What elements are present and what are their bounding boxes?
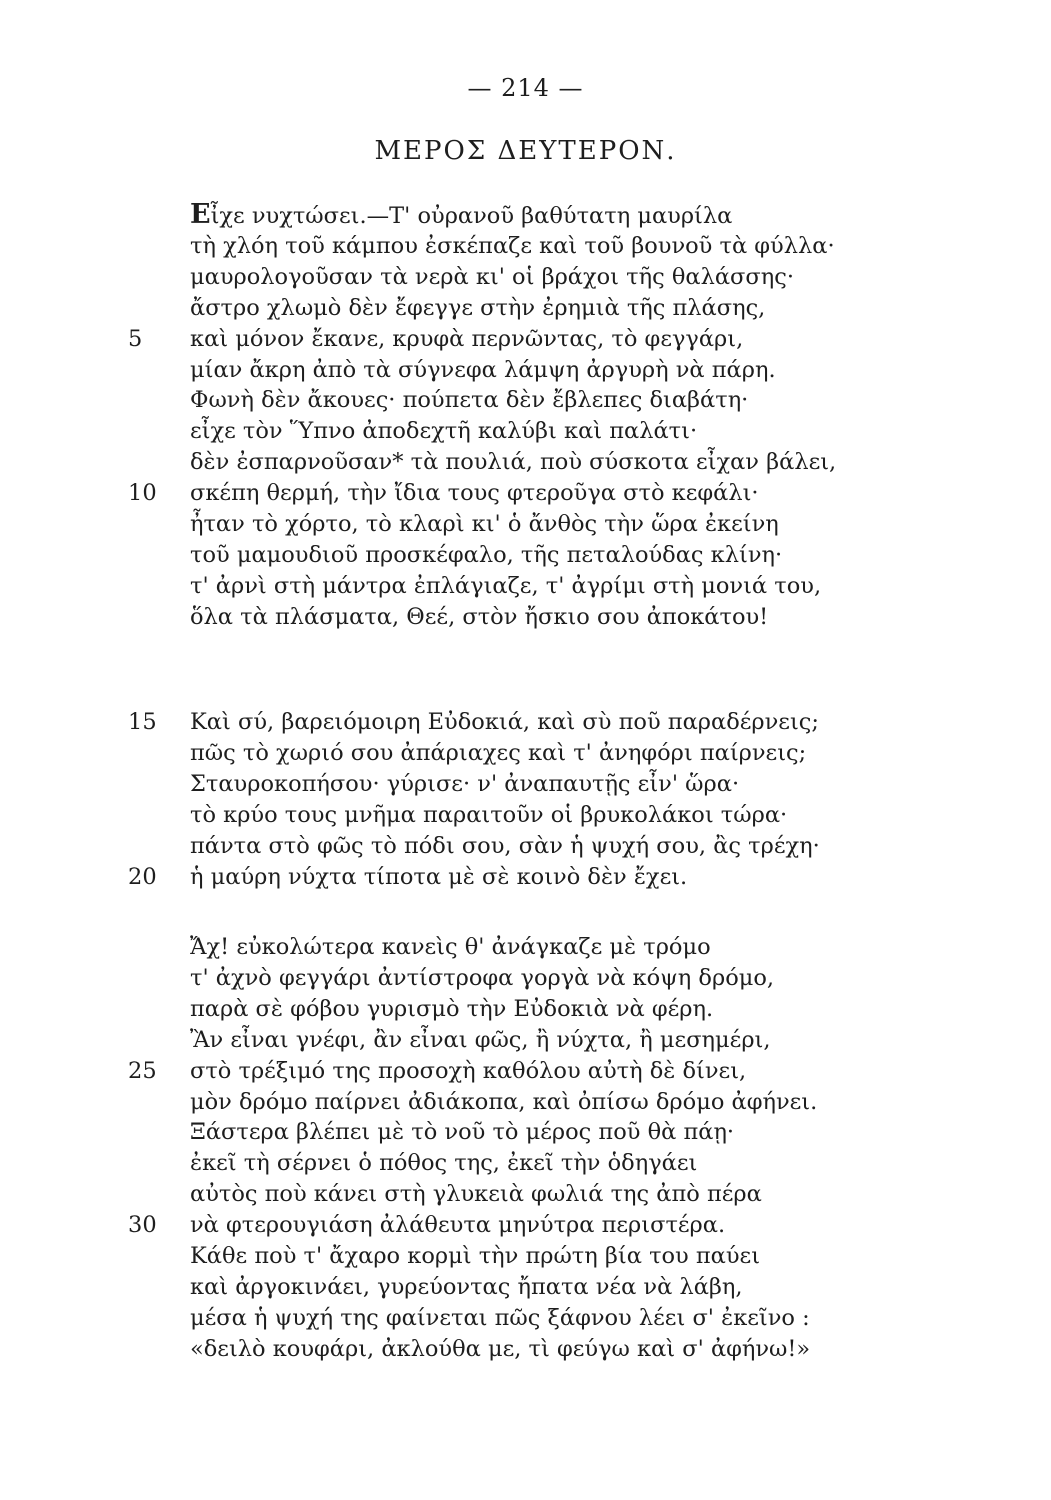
poem-line: νὰ φτερουγιάση ἀλάθευτα μηνύτρα περιστέρα. [190,1212,726,1239]
poem-line: ἡ μαύρη νύχτα τίποτα μὲ σὲ κοινὸ δὲν ἔχει. [190,863,688,890]
poem-line: μέσα ἡ ψυχή της φαίνεται πῶς ξάφνου λέει σ' ἐκεῖνο : [190,1304,810,1331]
poem-line: ὅλα τὰ πλάσματα, Θεέ, στὸν ἤσκιο σου ἀποκάτου! [190,603,769,630]
line-number: 25 [128,1057,157,1084]
line-number: 5 [128,325,143,352]
line-number: 30 [128,1212,157,1239]
poem-line: Ἂν εἶναι γνέφι, ἂν εἶναι φῶς, ἢ νύχτα, ἢ μεσημέρι, [190,1026,771,1053]
poem-line: ἐκεῖ τὴ σέρνει ὁ πόθος της, ἐκεῖ τὴν ὁδηγάει [190,1150,698,1177]
poem-line: Ξάστερα βλέπει μὲ τὸ νοῦ τὸ μέρος ποῦ θὰ πάῃ· [190,1119,735,1146]
poem-line: μίαν ἄκρη ἀπὸ τὰ σύγνεφα λάμψη ἀργυρὴ νὰ πάρη. [190,356,776,383]
poem-line: Ἄχ! εὐκολώτερα κανεὶς θ' ἀνάγκαζε μὲ τρόμο [190,934,711,960]
page-number: — 214 — [467,74,584,102]
poem-line: αὐτὸς ποὺ κάνει στὴ γλυκειὰ φωλιά της ἀπὸ πέρα [190,1181,762,1208]
poem-line: τοῦ μαμουδιοῦ προσκέφαλο, τῆς πεταλούδας κλίνη· [190,541,783,568]
poem-line [190,200,1020,231]
poem-line: τ' ἀρνὶ στὴ μάντρα ἐπλάγιαζε, τ' ἀγρίμι στὴ μονιά του, [190,572,822,599]
poem-line: καὶ μόνον ἔκανε, κρυφὰ περνῶντας, τὸ φεγγάρι, [190,325,744,352]
poem-line: πάντα στὸ φῶς τὸ πόδι σου, σὰν ἡ ψυχή σου, ἂς τρέχη· [190,832,820,859]
drop-cap: Ε [190,199,211,230]
line-number: 20 [128,863,157,890]
line-number: 15 [128,709,157,735]
poem-line: μαυρολογοῦσαν τὰ νερὰ κι' οἱ βράχοι τῆς θαλάσσης· [190,263,794,290]
poem-line: ἦταν τὸ χόρτο, τὸ κλαρὶ κι' ὁ ἄνθὸς τὴν ὥρα ἐκείνη [190,511,779,537]
poem-line: Κάθε ποὺ τ' ἄχαρο κορμὶ τὴν πρώτη βία του παύει [190,1243,761,1269]
poem-line: Καὶ σύ, βαρειόμοιρη Εὐδοκιά, καὶ σὺ ποῦ παραδέρνεις; [190,709,819,735]
poem-line: τὸ κρύο τους μνῆμα παραιτοῦν οἱ βρυκολάκοι τώρα· [190,801,788,828]
section-title: ΜΕΡΟΣ ΔΕΥΤΕΡΟΝ. [374,136,677,166]
poem-line: Σταυροκοπήσου· γύρισε· ν' ἀναπαυτῇς εἶν' ὥρα· [190,770,740,797]
poem-line: πῶς τὸ χωριό σου ἀπάριαχες καὶ τ' ἀνηφόρι παίρνεις; [190,739,807,766]
poem-line: τὴ χλόη τοῦ κάμπου ἐσκέπαζε καὶ τοῦ βουνοῦ τὰ φύλλα· [190,232,835,259]
poem-line: «δειλὸ κουφάρι, ἀκλούθα με, τὶ φεύγω καὶ σ' ἀφήνω!» [190,1335,811,1362]
poem-line: εἶχε τὸν Ὕπνο ἀποδεχτῆ καλύβι καὶ παλάτι· [190,418,698,445]
poem-line: μὸν δρόμο παίρνει ἀδιάκοπα, καὶ ὀπίσω δρόμο ἀφήνει. [190,1088,818,1115]
line-number: 10 [128,480,157,507]
poem-line: στὸ τρέξιμό της προσοχὴ καθόλου αὐτὴ δὲ δίνει, [190,1057,747,1084]
poem-line: ἄστρο χλωμὸ δὲν ἔφεγγε στὴν ἐρημιὰ τῆς πλάσης, [190,294,766,321]
poem-line: τ' ἀχνὸ φεγγάρι ἀντίστροφα γοργὰ νὰ κόψη δρόμο, [190,964,775,991]
poem-line: δὲν ἐσπαρνοῦσαν* τὰ πουλιά, ποὺ σύσκοτα εἶχαν βάλει, [190,449,837,476]
poem-line: παρὰ σὲ φόβου γυρισμὸ τὴν Εὐδοκιὰ νὰ φέρη. [190,995,714,1022]
line-text: ἶχε νυχτώσει.—Τ' οὐρανοῦ βαθύτατη μαυρίλα [210,203,733,229]
poem-line: καὶ ἀργοκινάει, γυρεύοντας ἤπατα νέα νὰ λάβη, [190,1273,743,1300]
poem-line: σκέπη θερμή, τὴν ἴδια τους φτεροῦγα στὸ κεφάλι· [190,480,759,507]
poem-line: Φωνὴ δὲν ἄκουες· πούπετα δὲν ἔβλεπες διαβάτη· [190,387,749,414]
